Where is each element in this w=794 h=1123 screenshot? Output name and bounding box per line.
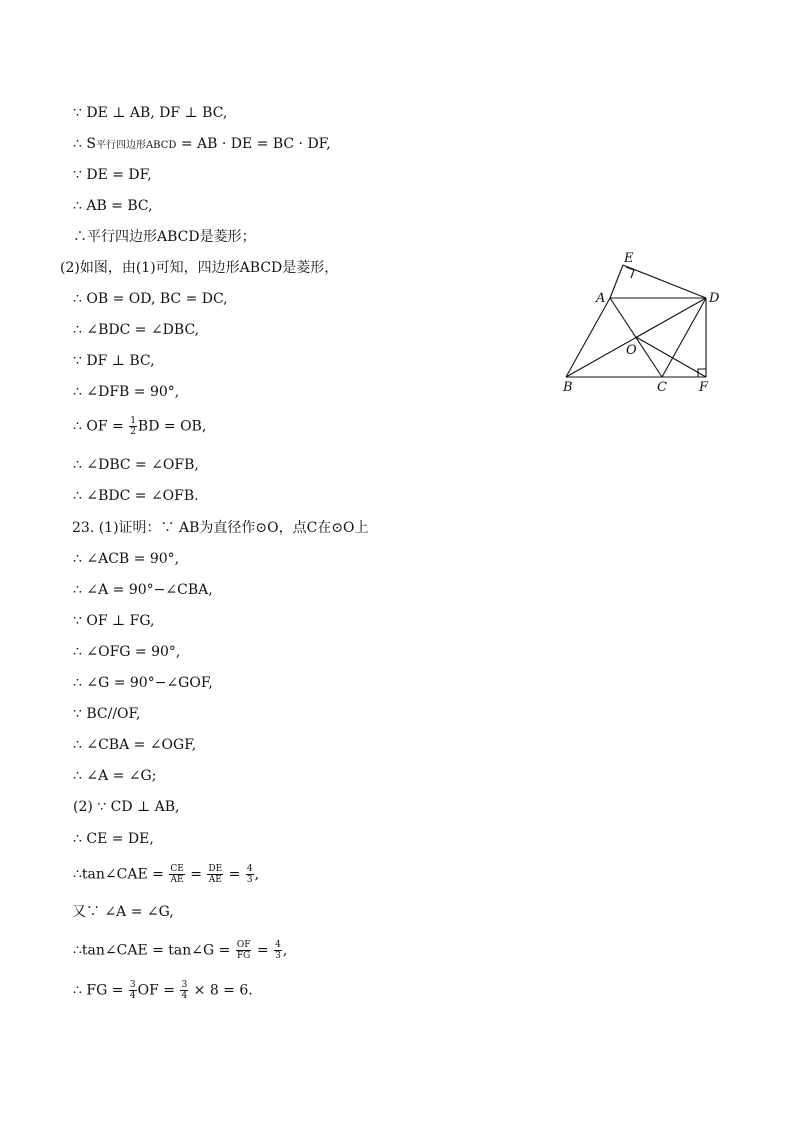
- proof-line: [73, 704, 141, 724]
- proof-line: [73, 455, 199, 475]
- line-text: BD = OB,: [137, 418, 207, 435]
- denominator: 4: [129, 991, 136, 1001]
- numerator: DE: [208, 864, 223, 874]
- proof-line: [73, 864, 259, 885]
- proof-line: [73, 797, 180, 817]
- line-text: ∵ DF ⊥ BC,: [73, 353, 155, 369]
- line-text: =: [185, 866, 207, 883]
- proof-line: [72, 518, 369, 538]
- denominator: FG: [236, 951, 251, 961]
- fraction: [129, 416, 137, 437]
- subscript-text: 平行四边形ABCD: [95, 140, 177, 151]
- line-text: ∴ ∠ACB = 90°,: [73, 551, 180, 567]
- line-text: ∴ ∠BDC = ∠OFB.: [73, 488, 199, 504]
- line-text: OF =: [137, 982, 180, 999]
- fraction: [246, 864, 254, 885]
- line-text: 23. (1)证明：∵ AB为直径作⊙O，点C在⊙O上: [72, 520, 369, 536]
- line-text: ∴tan∠CAE = tan∠G =: [73, 942, 235, 959]
- label-e: E: [624, 251, 634, 266]
- proof-line: [73, 549, 179, 569]
- line-text: ∴ ∠BDC = ∠DBC,: [73, 322, 200, 338]
- proof-line: [73, 289, 228, 309]
- proof-line: [73, 134, 331, 156]
- line-text: ∴ ∠A = 90°−∠CBA,: [73, 582, 213, 598]
- numerator: 3: [181, 980, 188, 990]
- line-text: ∴ CE = DE,: [73, 831, 154, 847]
- fraction: [129, 980, 137, 1001]
- line-text: ∴ AB = BC,: [73, 198, 153, 214]
- numerator: 3: [129, 980, 136, 990]
- line-text: ∴平行四边形ABCD是菱形；: [73, 229, 256, 245]
- line-text: ,: [254, 866, 260, 883]
- proof-line: [73, 382, 179, 402]
- line-text: ∴tan∠CAE =: [73, 866, 169, 883]
- line-text: ∴ ∠DBC = ∠OFB,: [73, 457, 199, 473]
- numerator: OF: [236, 940, 251, 950]
- proof-line: [73, 642, 180, 662]
- line-text: ∴ ∠CBA = ∠OGF,: [73, 737, 197, 753]
- proof-line: [73, 351, 155, 371]
- line-text: ∵ DE = DF,: [73, 167, 152, 183]
- line-text: (2) ∵ CD ⊥ AB,: [73, 799, 180, 815]
- line-text: = AB · DE = BC · DF,: [176, 136, 331, 152]
- line-text: =: [252, 942, 274, 959]
- denominator: AE: [208, 875, 222, 885]
- numerator: 1: [130, 416, 136, 426]
- line-text: ∵ DE ⊥ AB, DF ⊥ BC,: [73, 105, 228, 121]
- proof-line: [73, 829, 154, 849]
- line-text: ∴ S: [73, 136, 96, 152]
- line-text: ∵ OF ⊥ FG,: [73, 613, 155, 629]
- line-text: ∴ FG =: [73, 982, 128, 999]
- line-text: ,: [282, 942, 288, 959]
- line-text: ∴ ∠DFB = 90°,: [73, 384, 180, 400]
- line-text: ∵ BC//OF,: [73, 706, 141, 722]
- fraction: [274, 940, 282, 961]
- fraction: [236, 940, 252, 961]
- proof-line: [73, 103, 227, 123]
- line-text: ∴ ∠OFG = 90°,: [73, 644, 181, 660]
- proof-line: [73, 580, 213, 600]
- proof-line: [73, 766, 156, 786]
- label-b: B: [563, 380, 573, 395]
- proof-line: [73, 165, 152, 185]
- label-c: C: [657, 380, 667, 395]
- denominator: 2: [130, 427, 136, 437]
- line-text: ∴ ∠G = 90°−∠GOF,: [73, 675, 213, 691]
- label-a: A: [596, 291, 606, 306]
- proof-line: [73, 673, 213, 693]
- proof-line: [73, 320, 199, 340]
- line-text: (2)如图，由(1)可知，四边形ABCD是菱形，: [60, 260, 339, 276]
- segment-ed: [623, 265, 706, 298]
- fraction: [207, 864, 223, 885]
- segment-of: [636, 337, 706, 377]
- denominator: 3: [246, 875, 253, 885]
- denominator: 4: [181, 991, 188, 1001]
- proof-line: [73, 735, 196, 755]
- proof-line: [73, 416, 206, 437]
- proof-line: [73, 611, 154, 631]
- proof-line: [60, 258, 338, 278]
- proof-line: [72, 902, 174, 922]
- line-text: 又∵ ∠A = ∠G,: [72, 904, 174, 920]
- label-o: O: [626, 343, 637, 358]
- line-text: ∴ OF =: [73, 418, 129, 435]
- proof-line: [73, 980, 253, 1001]
- numerator: 4: [275, 940, 281, 950]
- numerator: CE: [170, 864, 184, 874]
- line-text: ∴ ∠A = ∠G;: [73, 768, 157, 784]
- denominator: 3: [275, 951, 281, 961]
- numerator: 4: [246, 864, 253, 874]
- proof-line: [73, 227, 256, 247]
- line-text: =: [224, 866, 245, 883]
- line-text: × 8 = 6.: [189, 982, 253, 999]
- fraction: [169, 864, 184, 885]
- line-text: ∴ OB = OD, BC = DC,: [73, 291, 228, 307]
- rhombus-figure: [555, 245, 730, 400]
- proof-line: [73, 196, 153, 216]
- denominator: AE: [170, 875, 184, 885]
- proof-line: [73, 940, 287, 961]
- fraction: [180, 980, 188, 1001]
- label-f: F: [699, 380, 709, 395]
- segment-ae: [610, 265, 623, 298]
- proof-line: [73, 486, 199, 506]
- label-d: D: [709, 291, 720, 306]
